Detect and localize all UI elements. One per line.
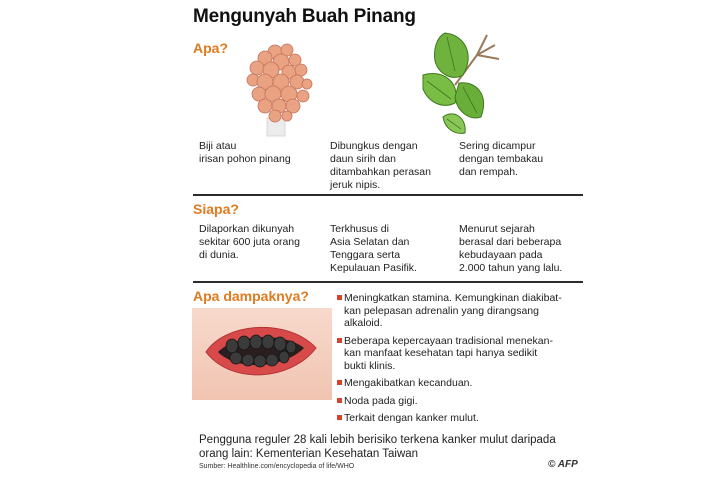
list-item (337, 412, 587, 425)
text-line: 2.000 tahun yang lalu. (459, 262, 563, 274)
text-line: Sering dicampur (459, 140, 536, 152)
text-line: Asia Selatan dan (330, 236, 410, 248)
text-line: ditambahkan perasan (330, 166, 431, 178)
text-line: kan manfaat kesehatan tapi hanya sedikit (344, 347, 538, 359)
apa-col2 (330, 140, 450, 192)
page-title: Mengunyah Buah Pinang (193, 6, 416, 27)
areca-nut-icon (235, 40, 325, 140)
text-line: Dilaporkan dikunyah (199, 223, 295, 235)
text-line: bukti klinis. (344, 359, 396, 372)
section-heading-apa: Apa? (193, 40, 228, 56)
stained-mouth-icon (192, 308, 332, 400)
text-line: sekitar 600 juta orang (199, 236, 300, 248)
text-line: daun sirih dan (330, 153, 396, 165)
list-item (337, 377, 587, 390)
list-item (337, 335, 587, 373)
betel-leaf-icon (415, 25, 505, 135)
footnote (199, 433, 599, 461)
text-line: Biji atau (199, 140, 237, 152)
section-heading-siapa: Siapa? (193, 201, 239, 217)
source-credit: Sumber: Healthline.com/encyclopedia of life/WHO (199, 463, 355, 470)
list-item (337, 395, 587, 408)
text-line: alkaloid. (344, 317, 383, 329)
text-line: kebudayaan pada (459, 249, 543, 261)
text-line: Pengguna reguler 28 kali lebih berisiko terkena kanker mulut daripada (199, 434, 556, 446)
text-line: dan rempah. (459, 166, 518, 178)
text-line: Noda pada gigi. (344, 394, 418, 407)
text-line: kan pelepasan adrenalin yang dirangsang (344, 304, 539, 317)
siapa-col2 (330, 223, 455, 275)
apa-col3 (459, 140, 579, 179)
text-line: Tenggara serta (330, 249, 401, 261)
text-line: dengan tembakau (459, 153, 544, 165)
text-line: Dibungkus dengan (330, 140, 418, 152)
divider (193, 194, 583, 196)
text-line: Terkhusus di (330, 223, 389, 235)
section-heading-dampak: Apa dampaknya? (193, 288, 309, 304)
list-item (337, 292, 587, 330)
afp-logo: © AFP (548, 459, 578, 470)
divider (193, 281, 583, 283)
text-line: berasal dari beberapa (459, 236, 562, 248)
siapa-col3 (459, 223, 584, 275)
text-line: orang lain: Kementerian Kesehatan Taiwan (199, 448, 419, 460)
apa-col1 (199, 140, 319, 166)
text-line: di dunia. (199, 249, 239, 261)
text-line: Terkait dengan kanker mulut. (344, 412, 479, 424)
text-line: irisan pohon pinang (199, 153, 291, 165)
text-line: Meningkatkan stamina. Kemungkinan diakibat- (344, 292, 562, 304)
text-line: Beberapa kepercayaan tradisional menekan- (344, 334, 553, 347)
text-line: Menurut sejarah (459, 223, 535, 235)
impact-list (337, 292, 587, 430)
siapa-col1 (199, 223, 327, 262)
text-line: jeruk nipis. (330, 179, 381, 191)
text-line: Mengakibatkan kecanduan. (344, 377, 473, 389)
text-line: Kepulauan Pasifik. (330, 262, 417, 274)
